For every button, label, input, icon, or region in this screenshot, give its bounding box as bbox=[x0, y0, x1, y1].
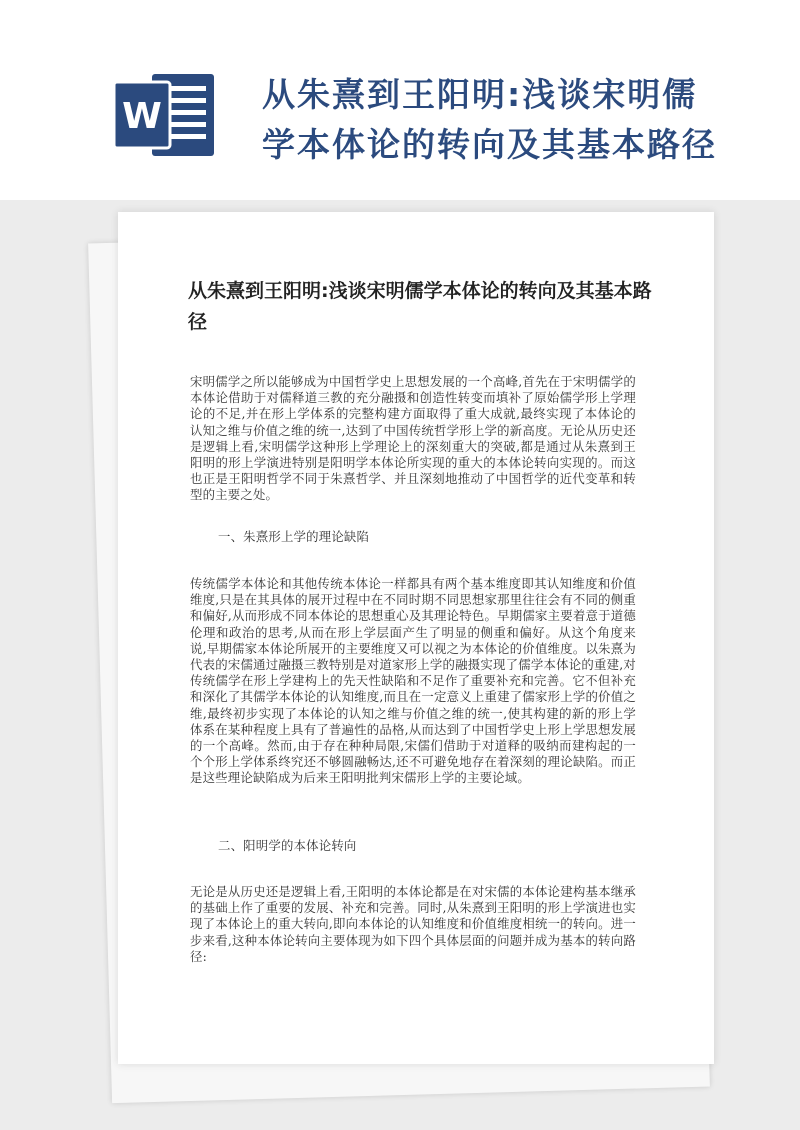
paragraph-section-2: 无论是从历史还是逻辑上看,王阳明的本体论都是在对宋儒的本体论建构基本继承的基础上作了重要的发展、补充和完善。同时,从朱熹到王阳明的形上学演进也实现了本体论上的重大转向,即向本体论的认知维度和价值维度相统一的转向。进一步来看,这种本体论转向主要体现为如下四个具体层面的问题并成为基本的转向路径: bbox=[190, 884, 636, 964]
paragraph-section-1: 传统儒学本体论和其他传统本体论一样都具有两个基本维度即其认知维度和价值维度,只是在其具体的展开过程中在不同时期不同思想家那里往往会有不同的侧重和偏好,从而形成不同本体论的思想重心及其理论特色。早期儒家主要着意于道德伦理和政治的思考,从而在形上学层面产生了明显的侧重和偏好。从这个角度来说,早期儒家本体论所展开的主要维度又可以视之为本体论的价值维度。以朱熹为代表的宋儒通过融摄三教特别是对道家形上学的融摄实现了儒学本体论的重建,对传统儒学在形上学建构上的先天性缺陷和不足作了重要补充和完善。它不但补充和深化了其儒学本体论的认知维度,而且在一定意义上重建了儒家形上学的价值之维,最终初步实现了本体论的认知之维与价值之维的统一,使其构建的新的形上学体系在某种程度上具有了普遍性的品格,从而达到了中国哲学史上形上学思想发展的一个高峰。然而,由于存在种种局限,宋儒们借助于对道释的吸纳而建构起的一个个形上学体系终究还不够圆融畅达,还不可避免地存在着深刻的理论缺陷。而正是这些理论缺陷成为后来王阳明批判宋儒形上学的主要论域。 bbox=[190, 576, 636, 786]
document-title: 从朱熹到王阳明:浅谈宋明儒学本体论的转向及其基本路径 bbox=[188, 280, 652, 333]
document-page bbox=[118, 212, 714, 1064]
section-heading-1: 一、朱熹形上学的理论缺陷 bbox=[218, 529, 370, 544]
page-header bbox=[0, 0, 800, 200]
svg-text:W: W bbox=[122, 96, 162, 137]
header-title: 从朱熹到王阳明:浅谈宋明儒学本体论的转向及其基本路径 bbox=[262, 75, 717, 164]
word-document-icon bbox=[110, 70, 220, 160]
section-heading-2: 二、阳明学的本体论转向 bbox=[218, 838, 357, 853]
paragraph-intro: 宋明儒学之所以能够成为中国哲学史上思想发展的一个高峰,首先在于宋明儒学的本体论借助于对儒释道三教的充分融摄和创造性转变而填补了原始儒学形上学理论的不足,并在形上学体系的完整构建方面取得了重大成就,最终实现了本体论的认知之维与价值之维的统一,达到了中国传统哲学形上学的新高度。无论从历史还是逻辑上看,宋明儒学这种形上学理论上的深刻重大的突破,都是通过从朱熹到王阳明的形上学演进特别是阳明学本体论所实现的重大的本体论转向实现的。而这也正是王阳明哲学不同于朱熹哲学、并且深刻地推动了中国哲学的近代变革和转型的主要之处。 bbox=[190, 374, 636, 503]
